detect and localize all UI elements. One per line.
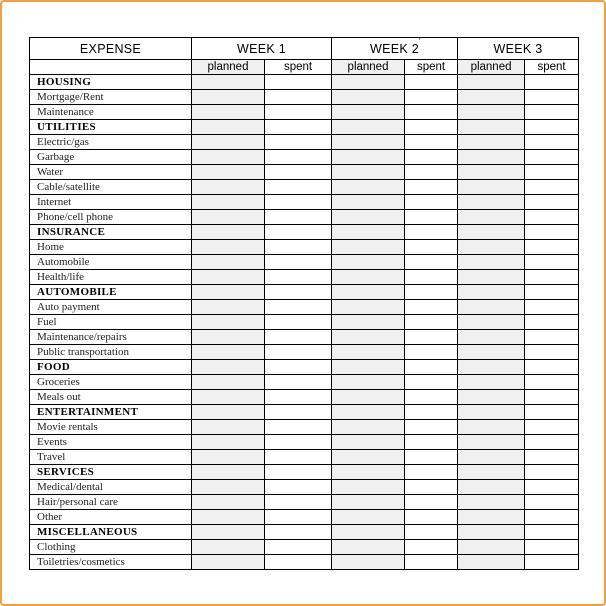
week-3-spent-cell[interactable] — [525, 510, 579, 525]
week-1-planned-cell[interactable] — [192, 330, 265, 345]
category-row — [30, 405, 579, 420]
week-2-spent-cell[interactable] — [405, 420, 458, 435]
week-3-planned-cell[interactable] — [458, 510, 525, 525]
week-2-planned-cell[interactable] — [332, 435, 405, 450]
week-3-spent-cell[interactable] — [525, 300, 579, 315]
week-1-spent-cell[interactable] — [265, 195, 332, 210]
week-2-planned-cell[interactable] — [332, 495, 405, 510]
expense-label: Hair/personal care — [30, 495, 192, 510]
week-3-planned-cell[interactable] — [458, 225, 525, 240]
week-1-spent-cell[interactable] — [265, 345, 332, 360]
category-label: HOUSING — [30, 75, 192, 90]
week-2-spent-cell[interactable] — [405, 90, 458, 105]
table-row — [30, 300, 579, 315]
week-2-planned-cell[interactable] — [332, 120, 405, 135]
week-2-planned-cell[interactable] — [332, 90, 405, 105]
week-2-spent-cell[interactable] — [405, 150, 458, 165]
week-3-planned-header: planned — [458, 60, 525, 75]
week-2-spent-cell[interactable] — [405, 495, 458, 510]
week-3-spent-cell[interactable] — [525, 450, 579, 465]
week-2-planned-cell[interactable] — [332, 150, 405, 165]
week-3-spent-cell[interactable] — [525, 390, 579, 405]
week-3-spent-cell[interactable] — [525, 360, 579, 375]
table-row — [30, 105, 579, 120]
expense-label: Meals out — [30, 390, 192, 405]
week-2-planned-cell[interactable] — [332, 195, 405, 210]
week-3-spent-cell[interactable] — [525, 285, 579, 300]
week-2-planned-cell[interactable] — [332, 285, 405, 300]
week-3-planned-cell[interactable] — [458, 405, 525, 420]
week-1-spent-cell[interactable] — [265, 525, 332, 540]
expense-label: Movie rentals — [30, 420, 192, 435]
table-row — [30, 450, 579, 465]
expense-label: Travel — [30, 450, 192, 465]
week-2-planned-cell[interactable] — [332, 555, 405, 570]
week-3-planned-cell[interactable] — [458, 75, 525, 90]
table-row — [30, 330, 579, 345]
week-2-spent-cell[interactable] — [405, 225, 458, 240]
week-1-header: WEEK 1 — [192, 38, 332, 60]
week-2-spent-cell[interactable] — [405, 555, 458, 570]
table-row — [30, 150, 579, 165]
expense-label: Automobile — [30, 255, 192, 270]
table-row — [30, 540, 579, 555]
week-1-spent-cell[interactable] — [265, 225, 332, 240]
week-1-planned-cell[interactable] — [192, 375, 265, 390]
week-1-spent-cell[interactable] — [265, 495, 332, 510]
week-2-spent-cell[interactable] — [405, 345, 458, 360]
week-3-planned-cell[interactable] — [458, 495, 525, 510]
table-row — [30, 495, 579, 510]
expense-label: Maintenance/repairs — [30, 330, 192, 345]
table-row — [30, 135, 579, 150]
category-label: AUTOMOBILE — [30, 285, 192, 300]
expense-label: Phone/cell phone — [30, 210, 192, 225]
week-3-spent-cell[interactable] — [525, 165, 579, 180]
week-2-spent-cell[interactable] — [405, 405, 458, 420]
expense-label: Home — [30, 240, 192, 255]
category-row — [30, 120, 579, 135]
expense-label: Fuel — [30, 315, 192, 330]
week-2-planned-cell[interactable] — [332, 300, 405, 315]
week-2-planned-cell[interactable] — [332, 360, 405, 375]
week-3-planned-cell[interactable] — [458, 150, 525, 165]
week-1-spent-cell[interactable] — [265, 330, 332, 345]
week-1-spent-header: spent — [265, 60, 332, 75]
week-3-spent-cell[interactable] — [525, 120, 579, 135]
expense-label: Electric/gas — [30, 135, 192, 150]
week-2-planned-cell[interactable] — [332, 270, 405, 285]
week-1-planned-cell[interactable] — [192, 420, 265, 435]
week-3-planned-cell[interactable] — [458, 465, 525, 480]
category-row — [30, 465, 579, 480]
week-1-planned-cell[interactable] — [192, 315, 265, 330]
category-label: UTILITIES — [30, 120, 192, 135]
week-3-spent-cell[interactable] — [525, 225, 579, 240]
week-3-planned-cell[interactable] — [458, 480, 525, 495]
week-1-planned-cell[interactable] — [192, 465, 265, 480]
expense-label: Groceries — [30, 375, 192, 390]
week-2-planned-cell[interactable] — [332, 255, 405, 270]
week-3-planned-cell[interactable] — [458, 450, 525, 465]
week-2-planned-cell[interactable] — [332, 75, 405, 90]
week-2-spent-cell[interactable] — [405, 360, 458, 375]
week-3-spent-cell[interactable] — [525, 210, 579, 225]
table-row — [30, 375, 579, 390]
week-3-spent-cell[interactable] — [525, 525, 579, 540]
week-3-spent-cell[interactable] — [525, 90, 579, 105]
week-2-spent-cell[interactable] — [405, 75, 458, 90]
week-1-spent-cell[interactable] — [265, 375, 332, 390]
week-2-planned-cell[interactable] — [332, 315, 405, 330]
header-row-subcolumns — [30, 60, 579, 75]
week-2-spent-cell[interactable] — [405, 285, 458, 300]
week-3-spent-cell[interactable] — [525, 180, 579, 195]
week-1-planned-cell[interactable] — [192, 225, 265, 240]
week-3-spent-cell[interactable] — [525, 150, 579, 165]
week-1-spent-cell[interactable] — [265, 135, 332, 150]
week-1-planned-cell[interactable] — [192, 285, 265, 300]
week-2-planned-cell[interactable] — [332, 330, 405, 345]
expense-label: Events — [30, 435, 192, 450]
week-1-spent-cell[interactable] — [265, 510, 332, 525]
week-2-planned-cell[interactable] — [332, 525, 405, 540]
week-2-spent-cell[interactable] — [405, 315, 458, 330]
week-2-planned-cell[interactable] — [332, 465, 405, 480]
week-2-planned-cell[interactable] — [332, 180, 405, 195]
expense-label: Public transportation — [30, 345, 192, 360]
week-2-planned-cell[interactable] — [332, 225, 405, 240]
week-3-spent-cell[interactable] — [525, 75, 579, 90]
week-2-spent-cell[interactable] — [405, 135, 458, 150]
week-3-spent-cell[interactable] — [525, 240, 579, 255]
week-1-planned-cell[interactable] — [192, 525, 265, 540]
week-1-planned-cell[interactable] — [192, 450, 265, 465]
category-label: INSURANCE — [30, 225, 192, 240]
table-row — [30, 435, 579, 450]
week-1-planned-cell[interactable] — [192, 75, 265, 90]
week-3-planned-cell[interactable] — [458, 315, 525, 330]
expense-label: Medical/dental — [30, 480, 192, 495]
week-1-spent-cell[interactable] — [265, 105, 332, 120]
week-2-spent-cell[interactable] — [405, 540, 458, 555]
week-3-planned-cell[interactable] — [458, 360, 525, 375]
week-3-spent-cell[interactable] — [525, 405, 579, 420]
expense-label: Other — [30, 510, 192, 525]
week-1-planned-cell[interactable] — [192, 165, 265, 180]
category-row — [30, 360, 579, 375]
week-3-header: WEEK 3 — [458, 38, 579, 60]
week-1-planned-cell[interactable] — [192, 195, 265, 210]
expense-label: Clothing — [30, 540, 192, 555]
header-row-weeks — [30, 38, 579, 60]
week-3-planned-cell[interactable] — [458, 135, 525, 150]
week-2-planned-cell[interactable] — [332, 420, 405, 435]
week-3-spent-cell[interactable] — [525, 330, 579, 345]
week-3-planned-cell[interactable] — [458, 390, 525, 405]
week-1-spent-cell[interactable] — [265, 390, 332, 405]
week-1-spent-cell[interactable] — [265, 555, 332, 570]
category-row — [30, 225, 579, 240]
week-1-spent-cell[interactable] — [265, 300, 332, 315]
week-3-planned-cell[interactable] — [458, 195, 525, 210]
week-2-spent-cell[interactable] — [405, 240, 458, 255]
week-1-planned-cell[interactable] — [192, 270, 265, 285]
week-3-planned-cell[interactable] — [458, 180, 525, 195]
tick-mark: ' — [419, 37, 421, 46]
week-2-planned-cell[interactable] — [332, 210, 405, 225]
week-3-planned-cell[interactable] — [458, 420, 525, 435]
week-2-planned-cell[interactable] — [332, 390, 405, 405]
week-2-planned-cell[interactable] — [332, 405, 405, 420]
category-label: FOOD — [30, 360, 192, 375]
week-1-planned-cell[interactable] — [192, 345, 265, 360]
week-2-spent-cell[interactable] — [405, 195, 458, 210]
budget-sheet-table — [29, 37, 579, 570]
week-3-planned-cell[interactable] — [458, 270, 525, 285]
week-3-planned-cell[interactable] — [458, 300, 525, 315]
week-2-spent-header: spent — [405, 60, 458, 75]
category-row — [30, 75, 579, 90]
week-2-planned-header: planned — [332, 60, 405, 75]
week-3-spent-cell[interactable] — [525, 270, 579, 285]
table-row — [30, 90, 579, 105]
week-3-planned-cell[interactable] — [458, 555, 525, 570]
week-1-spent-cell[interactable] — [265, 450, 332, 465]
budget-rows — [30, 75, 579, 570]
week-2-planned-cell[interactable] — [332, 165, 405, 180]
week-2-spent-cell[interactable] — [405, 375, 458, 390]
week-3-planned-cell[interactable] — [458, 120, 525, 135]
week-3-spent-cell[interactable] — [525, 435, 579, 450]
week-3-planned-cell[interactable] — [458, 90, 525, 105]
expense-subheader-blank — [30, 60, 192, 75]
week-1-planned-cell[interactable] — [192, 405, 265, 420]
week-1-spent-cell[interactable] — [265, 255, 332, 270]
week-3-spent-header: spent — [525, 60, 579, 75]
week-1-spent-cell[interactable] — [265, 90, 332, 105]
week-1-planned-cell[interactable] — [192, 240, 265, 255]
category-row — [30, 525, 579, 540]
week-3-spent-cell[interactable] — [525, 480, 579, 495]
week-2-header: WEEK 2 — [332, 38, 458, 60]
week-3-planned-cell[interactable] — [458, 105, 525, 120]
week-1-spent-cell[interactable] — [265, 360, 332, 375]
week-3-planned-cell[interactable] — [458, 285, 525, 300]
week-3-spent-cell[interactable] — [525, 135, 579, 150]
expense-label: Auto payment — [30, 300, 192, 315]
table-row — [30, 210, 579, 225]
week-3-spent-cell[interactable] — [525, 555, 579, 570]
week-3-planned-cell[interactable] — [458, 540, 525, 555]
week-3-planned-cell[interactable] — [458, 210, 525, 225]
week-1-planned-cell[interactable] — [192, 90, 265, 105]
week-3-spent-cell[interactable] — [525, 255, 579, 270]
table-row — [30, 345, 579, 360]
week-1-spent-cell[interactable] — [265, 435, 332, 450]
week-1-planned-cell[interactable] — [192, 255, 265, 270]
week-2-spent-cell[interactable] — [405, 510, 458, 525]
category-label: ENTERTAINMENT — [30, 405, 192, 420]
table-row — [30, 480, 579, 495]
table-row — [30, 195, 579, 210]
expense-label: Water — [30, 165, 192, 180]
week-3-planned-cell[interactable] — [458, 435, 525, 450]
week-1-spent-cell[interactable] — [265, 285, 332, 300]
week-2-planned-cell[interactable] — [332, 375, 405, 390]
week-1-spent-cell[interactable] — [265, 480, 332, 495]
week-3-spent-cell[interactable] — [525, 105, 579, 120]
table-row — [30, 240, 579, 255]
table-row — [30, 510, 579, 525]
week-2-spent-cell[interactable] — [405, 180, 458, 195]
week-3-planned-cell[interactable] — [458, 240, 525, 255]
week-1-spent-cell[interactable] — [265, 540, 332, 555]
week-2-spent-cell[interactable] — [405, 105, 458, 120]
week-1-spent-cell[interactable] — [265, 120, 332, 135]
week-3-spent-cell[interactable] — [525, 345, 579, 360]
week-1-spent-cell[interactable] — [265, 165, 332, 180]
week-2-spent-cell[interactable] — [405, 120, 458, 135]
week-1-planned-cell[interactable] — [192, 180, 265, 195]
week-1-spent-cell[interactable] — [265, 180, 332, 195]
week-1-spent-cell[interactable] — [265, 405, 332, 420]
category-label: MISCELLANEOUS — [30, 525, 192, 540]
week-1-planned-cell[interactable] — [192, 540, 265, 555]
week-3-planned-cell[interactable] — [458, 165, 525, 180]
week-1-spent-cell[interactable] — [265, 210, 332, 225]
week-2-spent-cell[interactable] — [405, 210, 458, 225]
week-1-spent-cell[interactable] — [265, 75, 332, 90]
expense-label: Garbage — [30, 150, 192, 165]
category-row — [30, 285, 579, 300]
week-1-spent-cell[interactable] — [265, 315, 332, 330]
week-2-planned-cell[interactable] — [332, 105, 405, 120]
week-1-spent-cell[interactable] — [265, 150, 332, 165]
week-2-planned-cell[interactable] — [332, 135, 405, 150]
week-1-planned-cell[interactable] — [192, 510, 265, 525]
expense-label: Cable/satellite — [30, 180, 192, 195]
expense-header: EXPENSE — [30, 38, 192, 60]
week-2-spent-cell[interactable] — [405, 480, 458, 495]
week-2-spent-cell[interactable] — [405, 255, 458, 270]
week-2-planned-cell[interactable] — [332, 480, 405, 495]
week-2-spent-cell[interactable] — [405, 330, 458, 345]
week-1-spent-cell[interactable] — [265, 465, 332, 480]
week-2-planned-cell[interactable] — [332, 540, 405, 555]
week-1-planned-header: planned — [192, 60, 265, 75]
week-3-planned-cell[interactable] — [458, 255, 525, 270]
week-1-planned-cell[interactable] — [192, 480, 265, 495]
week-2-planned-cell[interactable] — [332, 450, 405, 465]
table-row — [30, 270, 579, 285]
week-2-spent-cell[interactable] — [405, 525, 458, 540]
week-2-spent-cell[interactable] — [405, 165, 458, 180]
week-1-planned-cell[interactable] — [192, 210, 265, 225]
table-row — [30, 390, 579, 405]
week-3-planned-cell[interactable] — [458, 525, 525, 540]
week-3-planned-cell[interactable] — [458, 330, 525, 345]
week-3-planned-cell[interactable] — [458, 375, 525, 390]
table-row — [30, 255, 579, 270]
week-3-spent-cell[interactable] — [525, 465, 579, 480]
table-row — [30, 180, 579, 195]
week-1-planned-cell[interactable] — [192, 360, 265, 375]
table-row — [30, 315, 579, 330]
week-2-spent-cell[interactable] — [405, 450, 458, 465]
week-3-spent-cell[interactable] — [525, 495, 579, 510]
category-label: SERVICES — [30, 465, 192, 480]
week-1-planned-cell[interactable] — [192, 390, 265, 405]
expense-label: Maintenance — [30, 105, 192, 120]
week-1-planned-cell[interactable] — [192, 495, 265, 510]
week-2-spent-cell[interactable] — [405, 435, 458, 450]
table-row — [30, 420, 579, 435]
week-1-planned-cell[interactable] — [192, 555, 265, 570]
week-2-planned-cell[interactable] — [332, 240, 405, 255]
week-1-planned-cell[interactable] — [192, 135, 265, 150]
week-1-planned-cell[interactable] — [192, 150, 265, 165]
week-1-spent-cell[interactable] — [265, 420, 332, 435]
week-3-spent-cell[interactable] — [525, 540, 579, 555]
week-2-spent-cell[interactable] — [405, 270, 458, 285]
week-3-spent-cell[interactable] — [525, 375, 579, 390]
expense-label: Mortgage/Rent — [30, 90, 192, 105]
table-row — [30, 555, 579, 570]
week-1-planned-cell[interactable] — [192, 300, 265, 315]
week-1-planned-cell[interactable] — [192, 120, 265, 135]
expense-label: Internet — [30, 195, 192, 210]
table-row — [30, 165, 579, 180]
week-2-planned-cell[interactable] — [332, 345, 405, 360]
expense-label: Health/life — [30, 270, 192, 285]
week-1-spent-cell[interactable] — [265, 240, 332, 255]
week-1-spent-cell[interactable] — [265, 270, 332, 285]
week-3-spent-cell[interactable] — [525, 315, 579, 330]
week-1-planned-cell[interactable] — [192, 435, 265, 450]
week-1-planned-cell[interactable] — [192, 105, 265, 120]
week-2-planned-cell[interactable] — [332, 510, 405, 525]
week-3-spent-cell[interactable] — [525, 195, 579, 210]
week-2-spent-cell[interactable] — [405, 465, 458, 480]
week-2-spent-cell[interactable] — [405, 390, 458, 405]
week-2-spent-cell[interactable] — [405, 300, 458, 315]
week-3-spent-cell[interactable] — [525, 420, 579, 435]
week-3-planned-cell[interactable] — [458, 345, 525, 360]
expense-label: Toiletries/cosmetics — [30, 555, 192, 570]
